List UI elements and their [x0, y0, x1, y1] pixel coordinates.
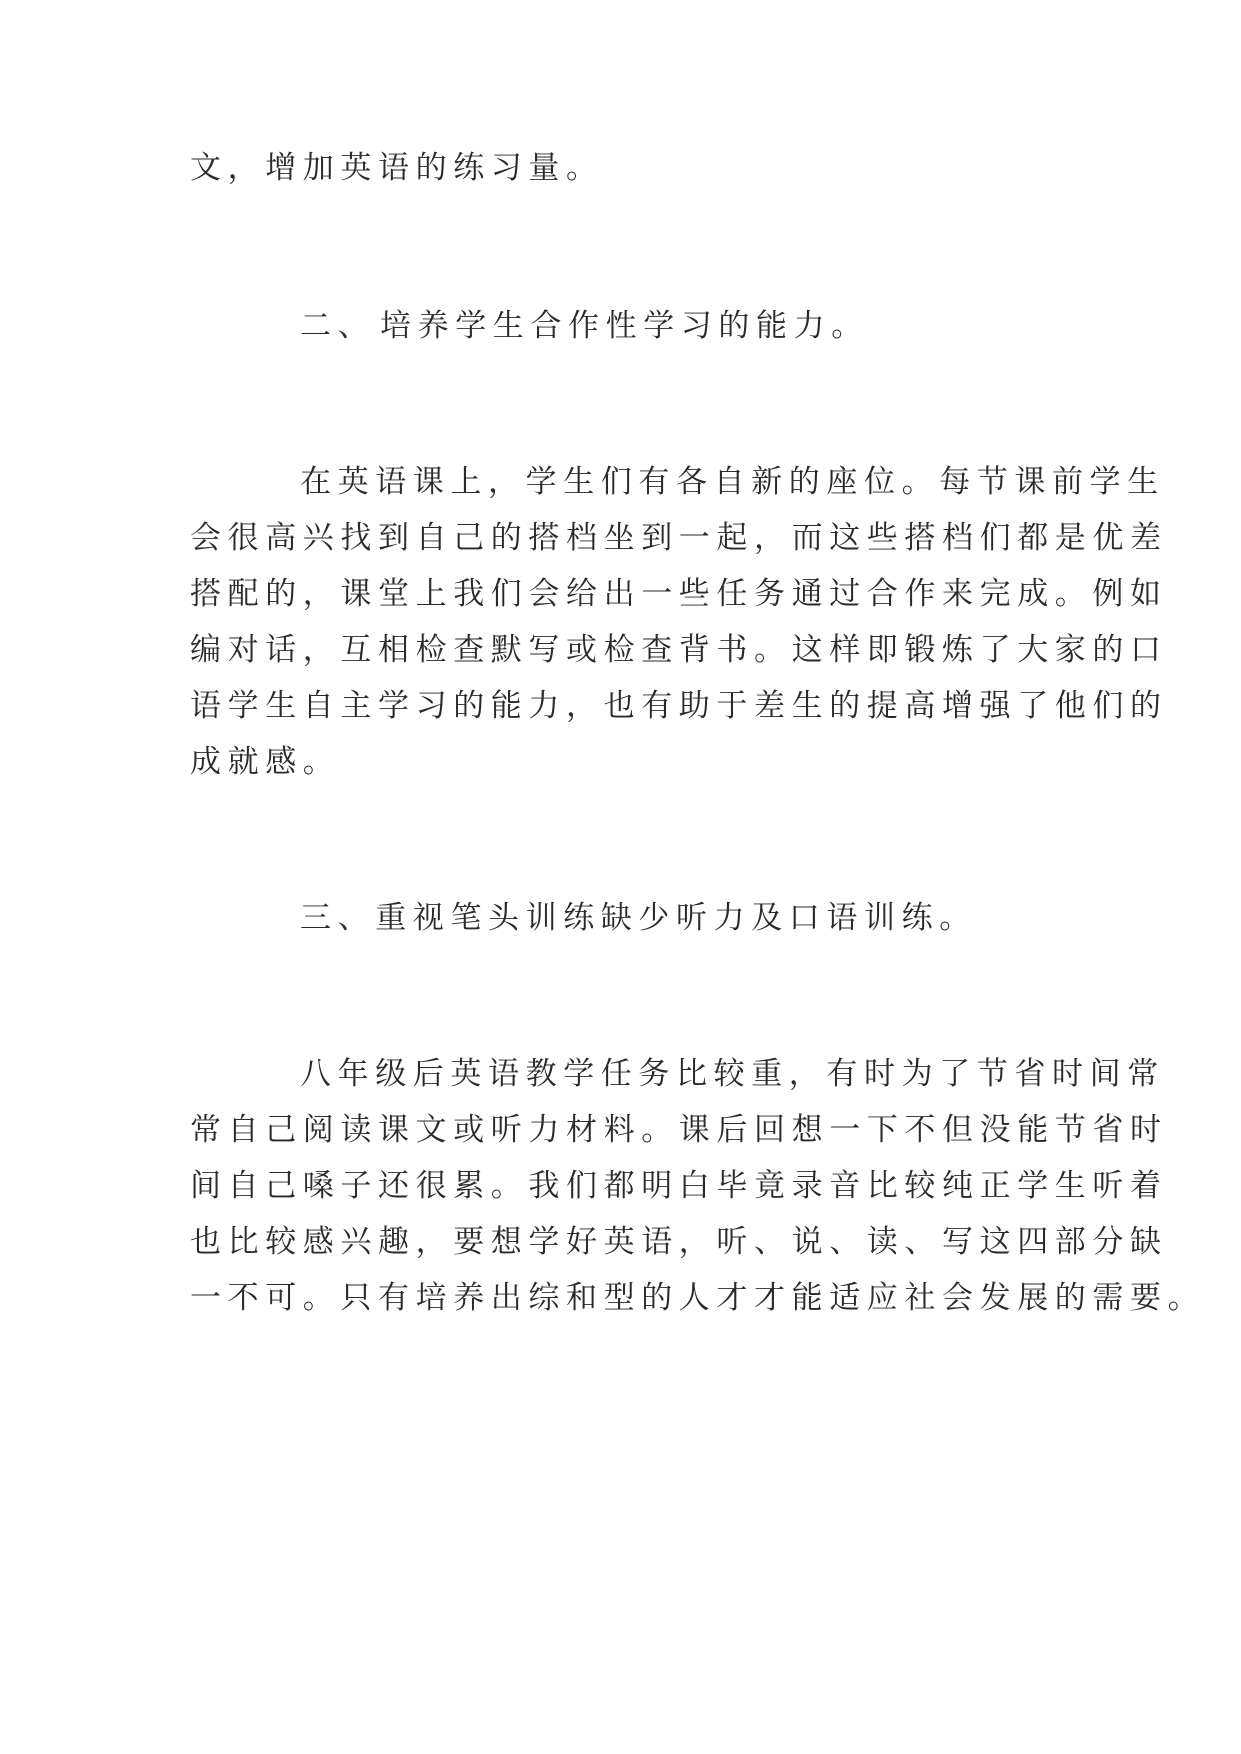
- paragraph-2-line-4: 编对话，互相检查默写或检查背书。这样即锻炼了大家的口: [190, 632, 1168, 668]
- section-title-2: 培养学生合作性学习的能力。: [380, 308, 869, 344]
- paragraph-2-line-3: 搭配的，课堂上我们会给出一些任务通过合作来完成。例如: [190, 576, 1168, 612]
- paragraph-3-line-4: 也比较感兴趣，要想学好英语，听、说、读、写这四部分缺: [190, 1224, 1168, 1260]
- section-heading-3: 三、重视笔头训练缺少听力及口语训练。: [300, 900, 977, 936]
- paragraph-2-line-6: 成就感。: [190, 744, 341, 780]
- continuation-line: 文，增加英语的练习量。: [190, 150, 604, 186]
- paragraph-3-line-1: 八年级后英语教学任务比较重，有时为了节省时间常: [300, 1056, 1165, 1092]
- section-number-2: 二、: [300, 308, 376, 344]
- paragraph-3-line-3: 间自己嗓子还很累。我们都明白毕竟录音比较纯正学生听着: [190, 1168, 1168, 1204]
- paragraph-2-line-2: 会很高兴找到自己的搭档坐到一起，而这些搭档们都是优差: [190, 520, 1168, 556]
- paragraph-2-line-5: 语学生自主学习的能力，也有助于差生的提高增强了他们的: [190, 688, 1168, 724]
- paragraph-3-line-5: 一不可。只有培养出综和型的人才才能适应社会发展的需要。: [190, 1280, 1206, 1316]
- paragraph-2-line-1: 在英语课上，学生们有各自新的座位。每节课前学生: [300, 464, 1165, 500]
- section-heading-2: [300, 306, 1050, 346]
- paragraph-3-line-2: 常自己阅读课文或听力材料。课后回想一下不但没能节省时: [190, 1112, 1168, 1148]
